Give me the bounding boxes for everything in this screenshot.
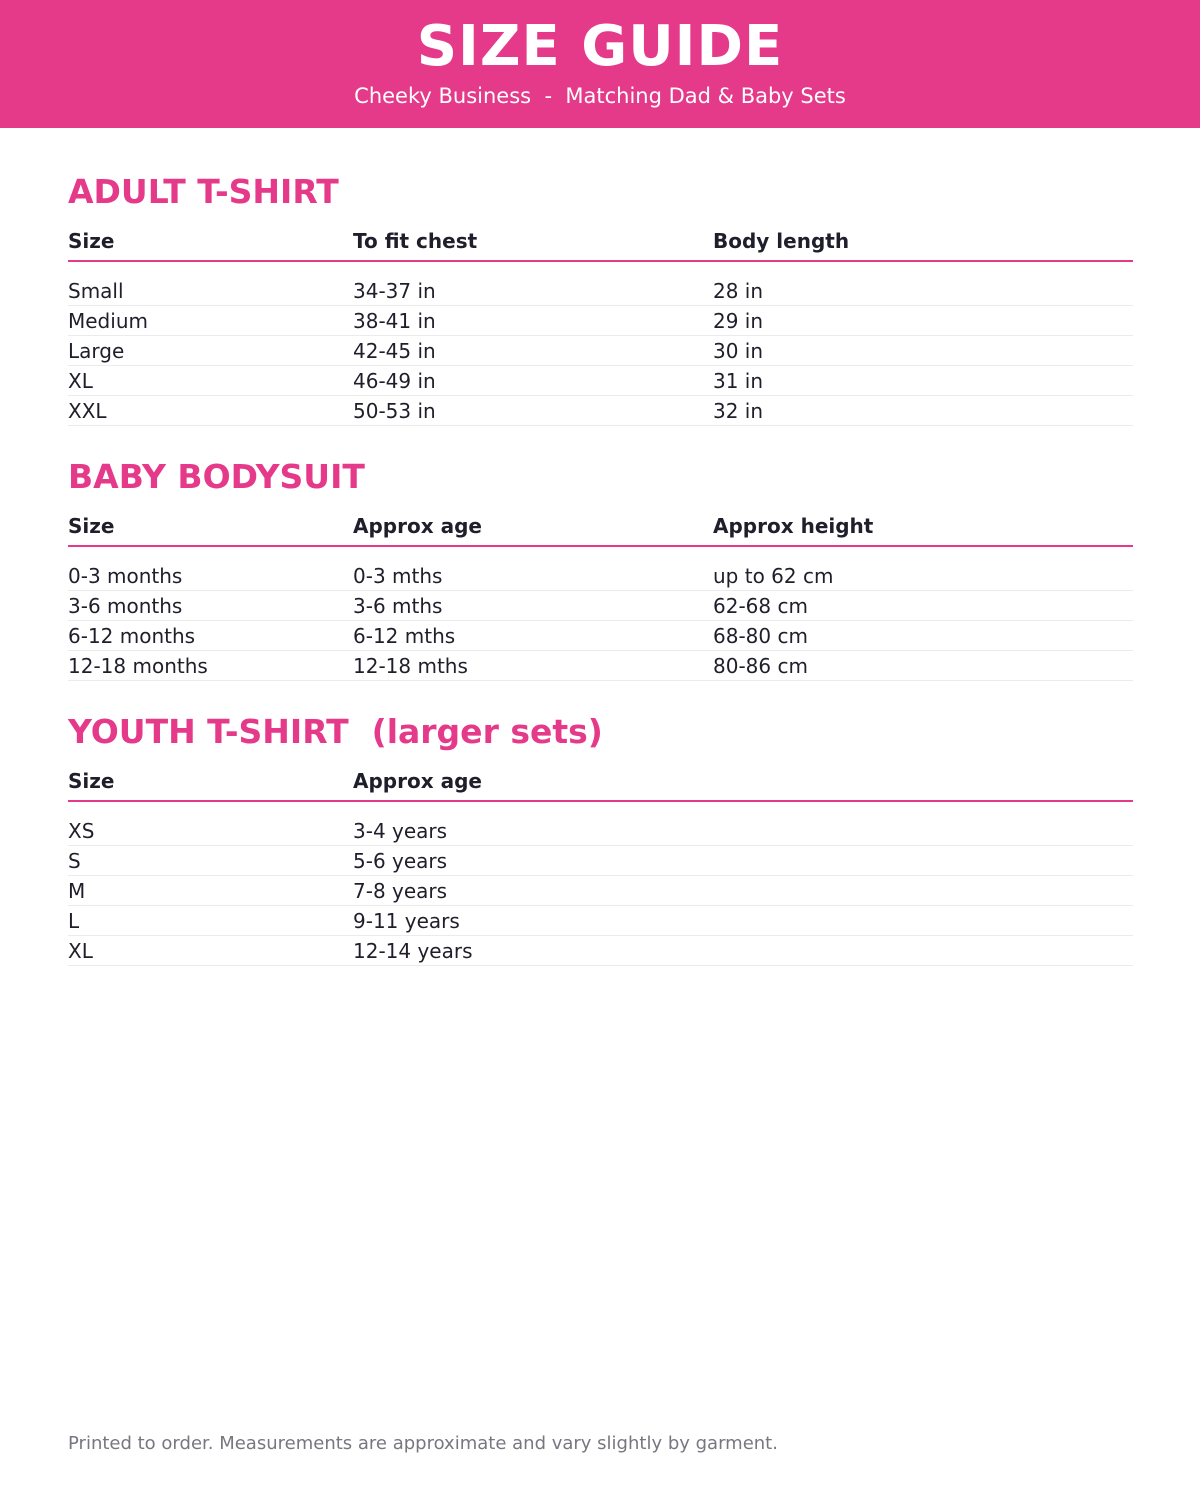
cell-age: 0-3 mths <box>353 564 443 588</box>
cell-size: 12-18 months <box>68 654 208 678</box>
footer-note: Printed to order. Measurements are approximate and vary slightly by garment. <box>68 1433 778 1454</box>
page-title: SIZE GUIDE <box>416 14 784 79</box>
table-row <box>68 276 1133 306</box>
table-row <box>68 936 1133 966</box>
cell-size: 6-12 months <box>68 624 196 648</box>
table-body <box>68 561 1133 681</box>
cell-size: S <box>68 849 81 873</box>
column-header-size: Size <box>68 229 115 253</box>
cell-age: 7-8 years <box>353 879 448 903</box>
table-row <box>68 651 1133 681</box>
cell-length: 31 in <box>713 369 764 393</box>
cell-size: Small <box>68 279 124 303</box>
table-row <box>68 846 1133 876</box>
section-adult-tshirt <box>68 172 1133 426</box>
section-title: BABY BODYSUIT <box>68 457 365 496</box>
cell-length: 29 in <box>713 309 764 333</box>
cell-size: Large <box>68 339 125 363</box>
cell-size: XL <box>68 939 93 963</box>
column-header-chest: To fit chest <box>353 229 478 253</box>
column-header-age: Approx age <box>353 769 482 793</box>
cell-height: 80-86 cm <box>713 654 808 678</box>
table-header <box>68 224 1133 262</box>
cell-length: 28 in <box>713 279 764 303</box>
cell-chest: 38-41 in <box>353 309 436 333</box>
cell-chest: 46-49 in <box>353 369 436 393</box>
table-row <box>68 621 1133 651</box>
table-row <box>68 906 1133 936</box>
section-title: YOUTH T-SHIRT (larger sets) <box>68 712 603 751</box>
cell-height: up to 62 cm <box>713 564 834 588</box>
table-row <box>68 876 1133 906</box>
table-row <box>68 591 1133 621</box>
cell-size: 0-3 months <box>68 564 183 588</box>
cell-size: Medium <box>68 309 148 333</box>
column-header-size: Size <box>68 514 115 538</box>
section-youth-tshirt <box>68 712 1133 966</box>
column-header-age: Approx age <box>353 514 482 538</box>
table-row <box>68 336 1133 366</box>
table-body <box>68 276 1133 426</box>
cell-size: L <box>68 909 80 933</box>
table-header <box>68 764 1133 802</box>
section-title: ADULT T-SHIRT <box>68 172 339 211</box>
table-row <box>68 816 1133 846</box>
table-row <box>68 306 1133 336</box>
table-row <box>68 561 1133 591</box>
cell-length: 30 in <box>713 339 764 363</box>
cell-age: 12-14 years <box>353 939 473 963</box>
table-row <box>68 366 1133 396</box>
cell-age: 3-4 years <box>353 819 448 843</box>
cell-size: 3-6 months <box>68 594 183 618</box>
cell-chest: 42-45 in <box>353 339 436 363</box>
table-row <box>68 396 1133 426</box>
page-subtitle: Cheeky Business - Matching Dad & Baby Sets <box>354 84 846 108</box>
cell-age: 3-6 mths <box>353 594 443 618</box>
cell-size: XXL <box>68 399 107 423</box>
cell-age: 6-12 mths <box>353 624 456 648</box>
section-baby-bodysuit <box>68 457 1133 681</box>
cell-age: 12-18 mths <box>353 654 468 678</box>
cell-size: XL <box>68 369 93 393</box>
header-banner <box>0 0 1200 128</box>
cell-size: XS <box>68 819 95 843</box>
column-header-size: Size <box>68 769 115 793</box>
table-body <box>68 816 1133 966</box>
column-header-height: Approx height <box>713 514 874 538</box>
cell-height: 68-80 cm <box>713 624 808 648</box>
cell-age: 9-11 years <box>353 909 460 933</box>
cell-chest: 50-53 in <box>353 399 436 423</box>
cell-size: M <box>68 879 86 903</box>
table-header <box>68 509 1133 547</box>
cell-chest: 34-37 in <box>353 279 436 303</box>
column-header-length: Body length <box>713 229 850 253</box>
cell-height: 62-68 cm <box>713 594 808 618</box>
cell-age: 5-6 years <box>353 849 448 873</box>
cell-length: 32 in <box>713 399 764 423</box>
